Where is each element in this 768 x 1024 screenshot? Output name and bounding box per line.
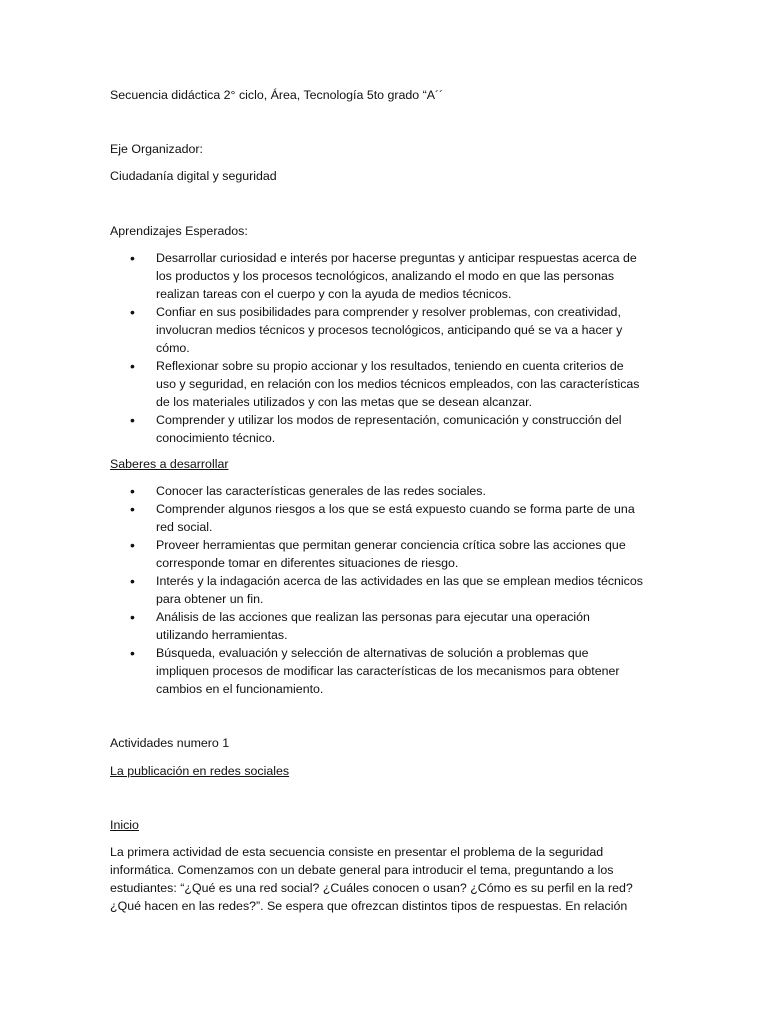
bullet-icon: •	[130, 304, 135, 320]
inicio-heading: Inicio	[110, 818, 139, 832]
bullet-icon: •	[130, 645, 135, 661]
saberes-heading: Saberes a desarrollar	[110, 457, 229, 471]
aprendizajes-heading: Aprendizajes Esperados:	[110, 224, 248, 238]
bullet-icon: •	[130, 358, 135, 374]
bullet-icon: •	[130, 483, 135, 499]
bullet-icon: •	[130, 501, 135, 517]
document-title: Secuencia didáctica 2° ciclo, Área, Tecnología 5to grado “A´´	[110, 88, 444, 102]
bullet-icon: •	[130, 573, 135, 589]
list-item: • Desarrollar curiosidad e interés por hacerse preguntas y anticipar respuestas acerca de los productos y los procesos tecnológicos, analizando el modo en que las personas realizan tareas con el cuerpo y con la ayuda de medios técnicos.	[130, 250, 637, 301]
list-item: • Confiar en sus posibilidades para comprender y resolver problemas, con creatividad, involucran medios técnicos y procesos tecnológicos, anticipando qué se va a hacer y cómo.	[130, 304, 623, 355]
inicio-paragraph: La primera actividad de esta secuencia consiste en presentar el problema de la seguridad informática. Comenzamos con un debate general para introducir el tema, preguntando a los estudiantes: “¿Qué es una red social? ¿Cuáles conocen o usan? ¿Cómo es su perfil en la red? ¿Qué hacen en las redes?”. Se espera que ofrezcan distintos tipos de respuestas. En relación	[110, 845, 633, 913]
saberes-list	[0, 482, 643, 698]
bullet-icon: •	[130, 537, 135, 553]
bullet-icon: •	[130, 412, 135, 428]
list-item: • Reflexionar sobre su propio accionar y los resultados, teniendo en cuenta criterios de uso y seguridad, en relación con los medios técnicos empleados, con las características de los materiales utilizados y con las metas que se desean alcanzar.	[130, 358, 640, 409]
list-item: • Análisis de las acciones que realizan las personas para ejecutar una operación utilizando herramientas.	[130, 609, 590, 642]
bullet-icon: •	[130, 250, 135, 266]
list-item: • Comprender y utilizar los modos de representación, comunicación y construcción del conocimiento técnico.	[130, 412, 622, 445]
eje-label: Eje Organizador:	[110, 142, 203, 156]
publicacion-heading: La publicación en redes sociales	[110, 764, 290, 778]
eje-value: Ciudadanía digital y seguridad	[110, 169, 277, 183]
actividades-heading: Actividades numero 1	[110, 736, 230, 750]
aprendizajes-list	[0, 249, 639, 447]
list-item: • Búsqueda, evaluación y selección de alternativas de solución a problemas que impliquen procesos de modificar las características de los mecanismos para obtener cambios en el funcionamiento.	[130, 645, 620, 696]
list-item: • Interés y la indagación acerca de las actividades en las que se emplean medios técnicos para obtener un fin.	[130, 573, 643, 606]
list-item: • Conocer las características generales de las redes sociales.	[130, 483, 486, 499]
list-item: • Comprender algunos riesgos a los que se está expuesto cuando se forma parte de una red social.	[130, 501, 635, 534]
list-item: • Proveer herramientas que permitan generar conciencia crítica sobre las acciones que corresponde tomar en diferentes situaciones de riesgo.	[130, 537, 626, 570]
bullet-icon: •	[130, 609, 135, 625]
